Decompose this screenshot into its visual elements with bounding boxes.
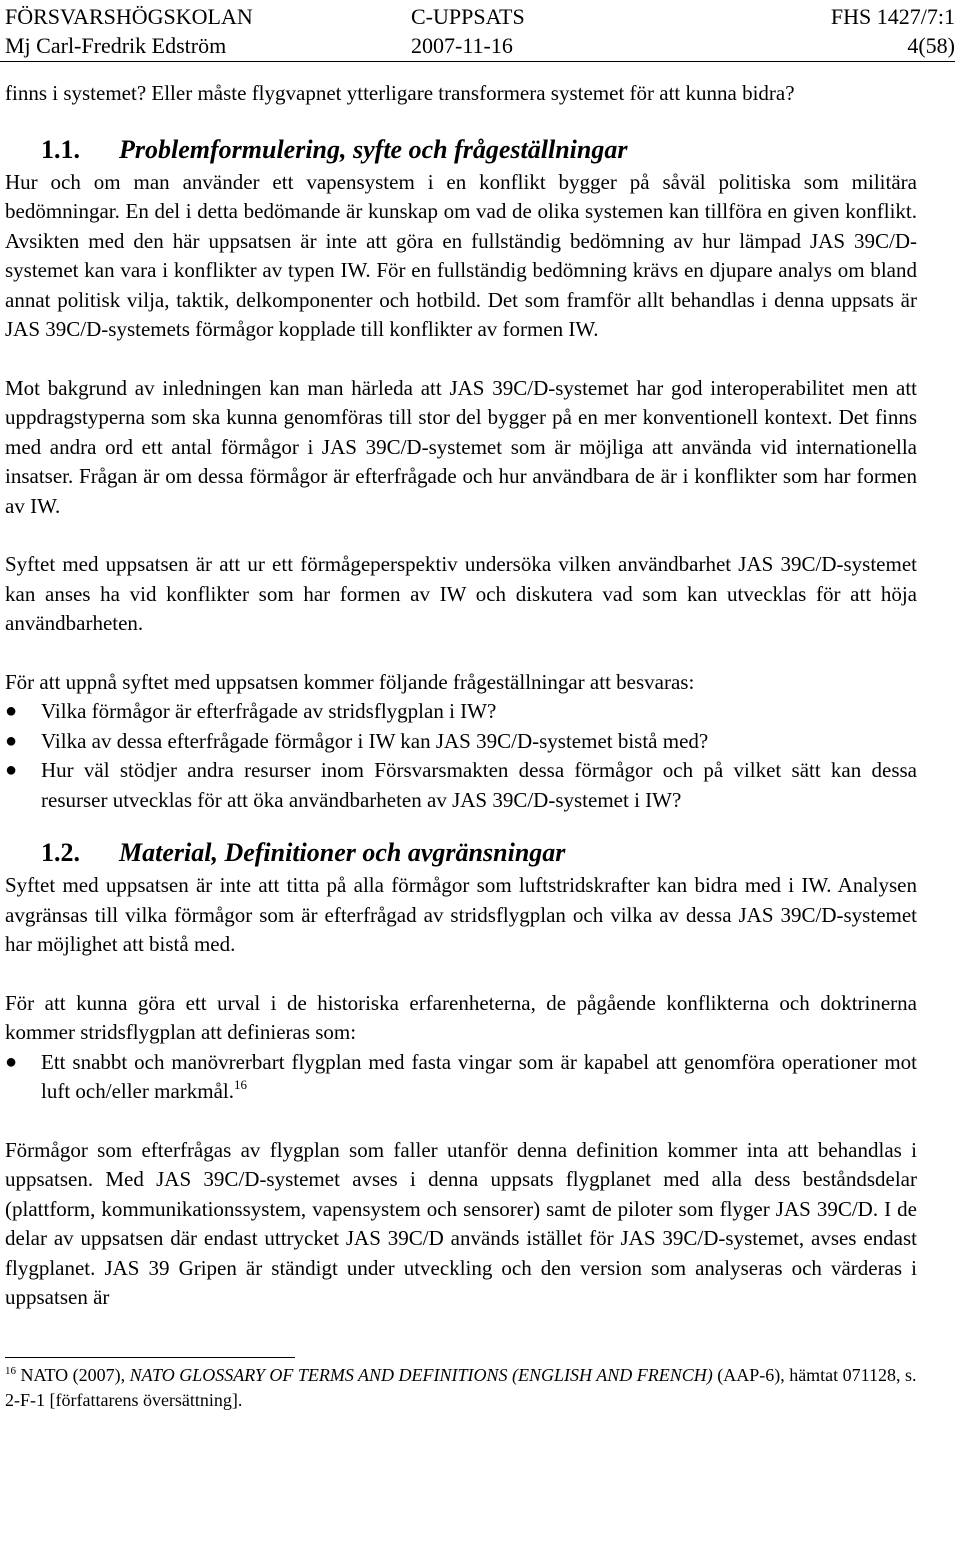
- paragraph: Förmågor som efterfrågas av flygplan som faller utanför denna definition kommer inta att behandlas i uppsatsen. Med JAS 39C/D-systemet avses i denna uppsats flygplanet med alla dess beståndsdelar (plattform, kommunikationssystem, vapensystem och sensorer) samt de piloter som flyger JAS 39C/D. I de delar av uppsatsen där endast uttrycket JAS 39C/D används istället för JAS 39C/D-systemet, avses endast flygplanet. JAS 39 Gripen är ständigt under utveckling och den version som analyseras och värderas i uppsatsen är: [5, 1137, 917, 1309]
- footnote-number: 16: [5, 1364, 16, 1377]
- bullet-icon: ●: [5, 759, 18, 781]
- section-title: Material, Definitioner och avgränsningar: [119, 838, 566, 867]
- paragraph: Hur och om man använder ett vapensystem i en konflikt bygger på såväl politiska som militära bedömningar. En del i detta bedömande är kunskap om vad de olika systemen kan tillföra en given konflikt. Avsikten med den här uppsatsen är inte att göra en fullständig bedömning av hur lämpad JAS 39C/D-systemet kan vara i konflikter av typen IW. För en fullständig bedömning krävs en djupare analys om bland annat politisk vilja, taktik, delkomponenter och hotbild. Det som framför allt behandlas i denna uppsats är JAS 39C/D-systemets förmågor kopplade till konflikter av formen IW.: [5, 169, 917, 341]
- list-item-text: Hur väl stödjer andra resurser inom Försvarsmakten dessa förmågor och på vilket sätt kan dessa resurser utvecklas för att öka användbarheten av JAS 39C/D-systemet i IW?: [41, 758, 917, 812]
- section-number: 1.2.: [41, 838, 80, 867]
- footnote-title: NATO GLOSSARY OF TERMS AND DEFINITIONS (ENGLISH AND FRENCH): [129, 1364, 713, 1385]
- footnote-post: (AAP-6), hämtat 071128, s. 2-F-1 [författarens översättning].: [5, 1364, 917, 1410]
- list-item-text: Vilka av dessa efterfrågade förmågor i IW kan JAS 39C/D-systemet bistå med?: [41, 728, 709, 753]
- section-title: Problemformulering, syfte och frågeställningar: [119, 134, 628, 164]
- header-row-1: [0, 2, 955, 31]
- paragraph: För att kunna göra ett urval i de historiska erfarenheterna, de pågående konflikterna och doktrinerna kommer stridsflygplan att definieras som:: [5, 990, 917, 1044]
- bullet-icon: ●: [5, 729, 18, 752]
- list-item: [5, 727, 917, 757]
- document-page: [5, 0, 955, 1413]
- paragraph: För att uppnå syftet med uppsatsen kommer följande frågeställningar att besvaras:: [5, 669, 695, 694]
- list-item: [5, 1048, 917, 1107]
- question-list: [5, 697, 917, 815]
- header-row-2: [0, 31, 955, 62]
- header-code: FHS 1427/7:1: [830, 4, 955, 29]
- section-number: 1.1.: [41, 134, 80, 164]
- list-item-text: Vilka förmågor är efterfrågade av stridsflygplan i IW?: [41, 699, 497, 723]
- footnote-pre: NATO (2007),: [16, 1364, 130, 1385]
- header-author: Mj Carl-Fredrik Edström: [5, 33, 227, 58]
- section-heading-1-2: [5, 837, 917, 869]
- list-item: [5, 756, 917, 815]
- header-date: 2007-11-16: [411, 33, 513, 58]
- paragraph: Syftet med uppsatsen är inte att titta på alla förmågor som luftstridskrafter kan bidra med i IW. Analysen avgränsas till vilka förmågor som är efterfrågad av stridsflygplan och vilka av dessa JAS 39C/D-systemet har möjlighet att bistå med.: [5, 873, 917, 956]
- definition-list: [5, 1048, 917, 1107]
- header-school: FÖRSVARSHÖGSKOLAN: [5, 4, 253, 29]
- list-item: [5, 697, 917, 727]
- footnote-separator: [5, 1357, 295, 1358]
- paragraph: Syftet med uppsatsen är att ur ett förmågeperspektiv undersöka vilken användbarhet JAS 39C/D-systemet kan anses ha vid konflikter som har formen av IW och diskutera vad som kan utvecklas för att höja användbarheten.: [5, 552, 917, 635]
- paragraph: Mot bakgrund av inledningen kan man härleda att JAS 39C/D-systemet har god interoperabilitet men att uppdragstyperna som ska kunna genomföras till stor del bygger på en mer konventionell kontext. Det finns med andra ord ett antal förmågor i JAS 39C/D-systemet som är möjliga att använda vid internationella insatser. Frågan är om dessa förmågor är efterfrågade och hur användbara de är i konflikter som har formen av IW.: [5, 375, 917, 518]
- section-heading-1-1: [5, 134, 917, 166]
- list-item-text: Ett snabbt och manövrerbart flygplan med fasta vingar som är kapabel att genomföra operationer mot luft och/eller markmål.: [41, 1049, 917, 1103]
- header-page-number: 4(58): [907, 33, 955, 58]
- header-doc-type: C-UPPSATS: [411, 4, 525, 29]
- bullet-icon: ●: [5, 700, 18, 722]
- intro-paragraph: finns i systemet? Eller måste flygvapnet ytterligare transformera systemet för att kunna bidra?: [5, 81, 795, 105]
- footnote-reference[interactable]: 16: [234, 1077, 248, 1092]
- footnote: [5, 1363, 917, 1413]
- bullet-icon: ●: [5, 1050, 18, 1073]
